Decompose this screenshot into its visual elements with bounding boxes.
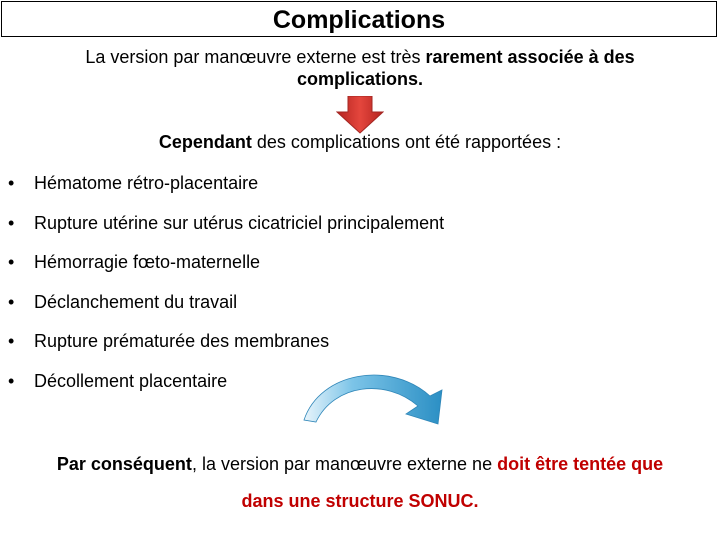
list-item-text: Décollement placentaire [34,370,228,391]
curved-blue-arrow-icon [300,358,460,428]
bullet-dot: • [8,212,15,233]
list-item [8,210,444,250]
list-item [8,289,444,329]
conclusion-text [0,446,720,520]
conclusion-bold: Par conséquent [56,454,192,474]
intro-normal: La version par manœuvre externe est très [85,47,426,67]
red-down-arrow-icon [336,96,384,134]
conclusion-line-1 [0,446,720,483]
cependant-bold: Cependant [158,132,252,152]
conclusion-line-2 [0,483,720,520]
list-item-text: Hémorragie fœto-maternelle [34,252,261,273]
list-item [8,249,444,289]
cependant-line [0,131,720,153]
list-item-text: Rupture utérine sur utérus cicatriciel principalement [34,212,445,233]
conclusion-normal: , la version par manœuvre externe ne [191,454,498,474]
conclusion-red-1: doit être tentée que [497,454,664,474]
list-item-text: Hématome rétro-placentaire [34,173,259,193]
list-item [8,170,444,210]
bullet-dot: • [8,252,15,273]
intro-bold: rarement associée à des complications. [296,47,635,89]
title-box [1,1,717,37]
bullet-dot: • [8,173,15,193]
list-item-text: Déclanchement du travail [34,291,238,312]
intro-text [40,46,680,90]
page-title: Complications [272,6,446,34]
list-item-text: Rupture prématurée des membranes [34,331,330,352]
conclusion-red-2: dans une structure SONUC. [241,491,479,511]
cependant-rest: des complications ont été rapportées : [251,132,562,152]
bullet-dot: • [8,331,15,352]
bullet-dot: • [8,291,15,312]
bullet-dot: • [8,370,15,391]
